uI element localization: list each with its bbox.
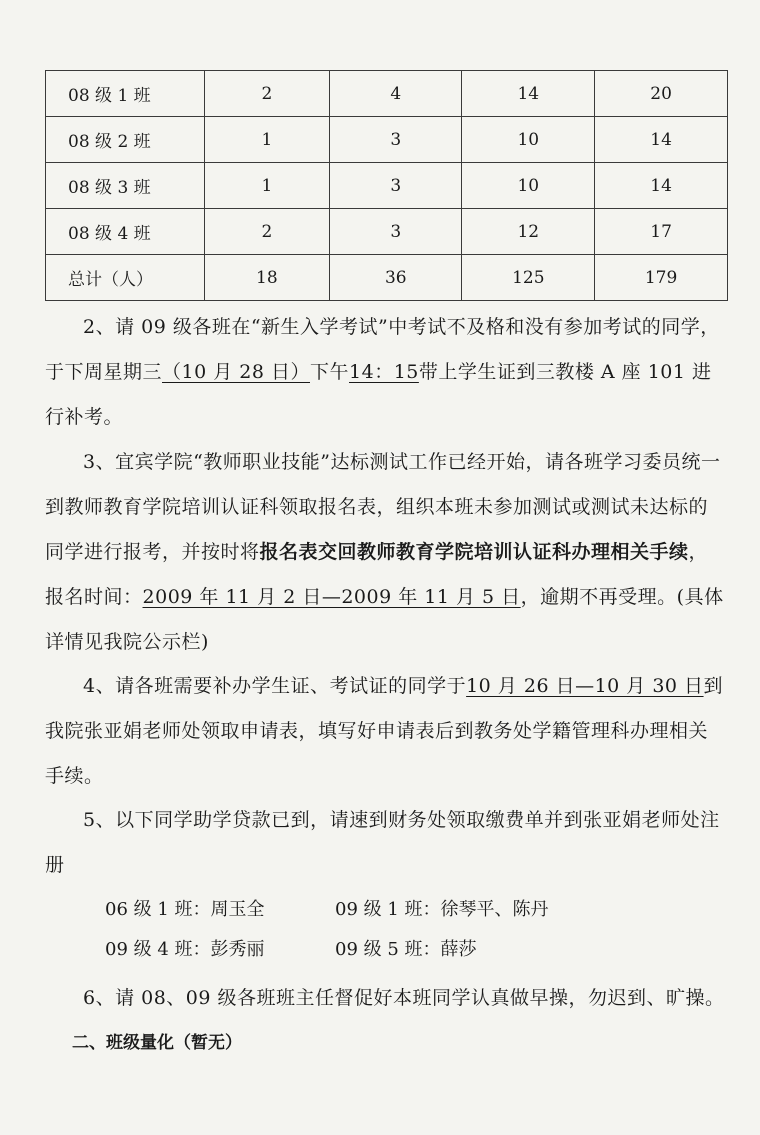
table-cell: 3 [330,209,462,255]
class-stats-table [45,70,728,301]
row-label-cell: 08 级 4 班 [46,209,205,255]
table-cell: 125 [462,255,595,301]
loan-student-list [105,890,549,970]
table-cell: 1 [204,163,330,209]
table-cell: 1 [204,117,330,163]
makeup-exam-time: 14：15 [349,361,419,383]
item3-text-a: 3、宜宾学院“教师职业技能”达标测试工作已经开始，请各班学习委员统一到教师教育学院培训认证科领取报名表，组织本班未参加测试或测试未达标的同学进行报考，并按时将 [45,451,721,563]
loan-student: 06 级 1 班：周玉全 [105,899,265,920]
table-cell: 14 [462,71,595,117]
item2-text-c: 带上学生证到三教楼 A 座 101 进行补考。 [45,361,712,428]
item5-text-a: 5、以下同学助学贷款已到，请速到财务处领取缴费单并到张亚娟老师处注册 [45,809,720,876]
table-cell: 14 [595,163,728,209]
loan-student: 09 级 4 班：彭秀丽 [105,939,265,960]
loan-student: 09 级 5 班：薛莎 [335,939,477,960]
row-label-cell: 总计（人） [46,255,205,301]
registration-period: 2009 年 11 月 2 日—2009 年 11 月 5 日 [142,586,521,608]
table-row [46,117,728,163]
item3-bold-text: 报名表交回教师教育学院培训认证科办理相关手续 [259,541,689,563]
table-cell: 20 [595,71,728,117]
item2-text-a: 2、请 09 级各班在“新生入学考试”中考试不及格和没有参加考试的同学，于下周星期三 [45,316,720,383]
table-row [46,71,728,117]
table-cell: 10 [462,117,595,163]
loan-row [105,930,549,970]
section-2-heading: 二、班级量化（暂无） [72,1033,242,1053]
makeup-exam-date: （10 月 28 日） [162,361,310,383]
loan-row [105,890,549,930]
notice-item-3 [45,440,725,665]
item6-text: 6、请 08、09 级各班班主任督促好本班同学认真做早操，勿迟到、旷操。 [83,987,725,1009]
table-cell: 14 [595,117,728,163]
item4-text-b: 到我院张亚娟老师处领取申请表，填写好申请表后到教务处学籍管理科办理相关手续。 [45,675,724,787]
notice-item-4 [45,664,725,799]
reissue-period: 10 月 26 日—10 月 30 日 [466,675,704,697]
table-cell: 179 [595,255,728,301]
table-cell: 3 [330,117,462,163]
table-cell: 10 [462,163,595,209]
loan-student: 09 级 1 班：徐琴平、陈丹 [335,899,549,920]
item4-text-a: 4、请各班需要补办学生证、考试证的同学于 [83,675,467,697]
item3-text-c: ，逾期不再受理。(具体详情见我院公示栏) [45,586,724,653]
table-cell: 36 [330,255,462,301]
notice-item-5 [45,798,725,888]
table-cell: 4 [330,71,462,117]
table-cell: 17 [595,209,728,255]
table-cell: 18 [204,255,330,301]
table-row [46,163,728,209]
row-label-cell: 08 级 2 班 [46,117,205,163]
row-label-cell: 08 级 3 班 [46,163,205,209]
table-cell: 2 [204,209,330,255]
table-cell: 3 [330,163,462,209]
table-row [46,209,728,255]
row-label-cell: 08 级 1 班 [46,71,205,117]
table-cell: 2 [204,71,330,117]
notice-item-2 [45,305,725,440]
table-cell: 12 [462,209,595,255]
notice-item-6 [45,976,725,1021]
item2-text-b: 下午 [310,361,350,383]
item3-text-b: ，报名时间： [45,541,709,608]
table-row [46,255,728,301]
